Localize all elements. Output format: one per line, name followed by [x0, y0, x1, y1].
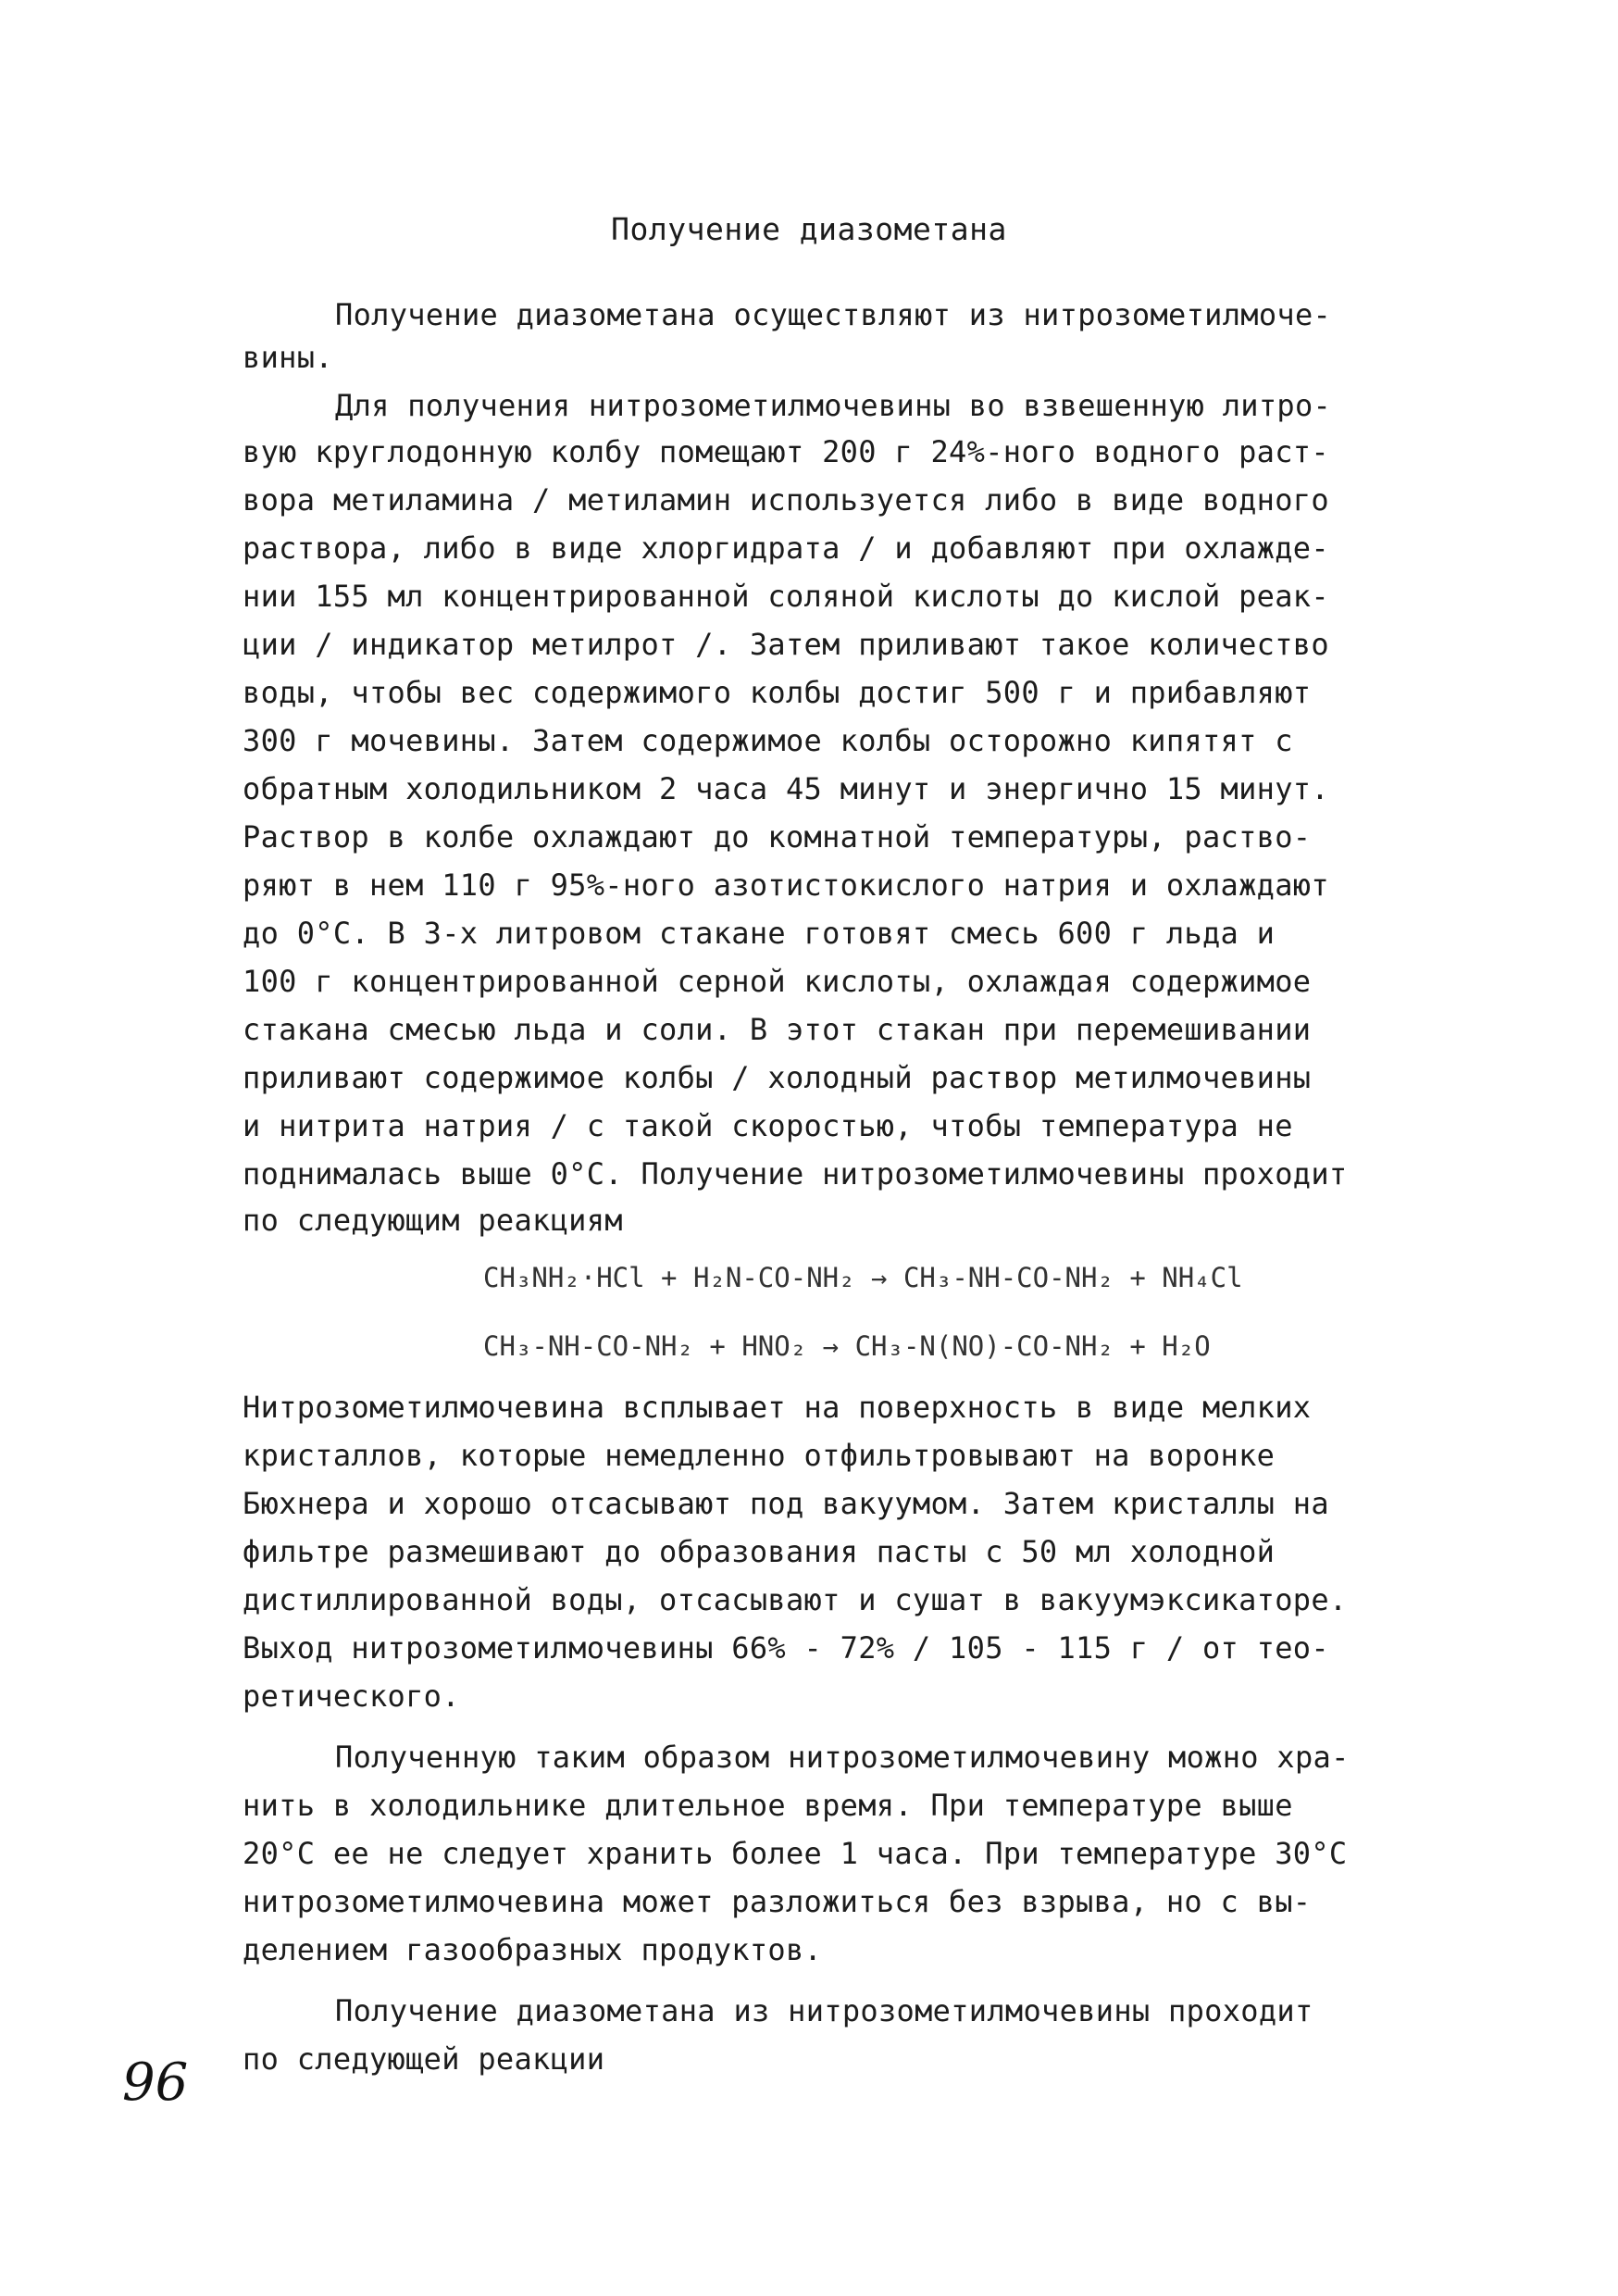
text-line: ции / индикатор метилрот /. Затем приливают такое количество — [243, 627, 1329, 662]
text-line: вора метиламина / метиламин используется либо в виде водного — [243, 482, 1329, 518]
text-line: нии 155 мл концентрированной соляной кислоты до кислой реак- — [243, 579, 1329, 614]
text-line: Раствор в колбе охлаждают до комнатной температуры, раство- — [243, 819, 1312, 855]
text-line: Получение диазометана осуществляют из нитрозометилмоче- — [335, 297, 1332, 332]
text-line: Бюхнера и хорошо отсасывают под вакуумом. Затем кристаллы на — [243, 1486, 1329, 1521]
page-number: 96 — [122, 2053, 189, 2113]
section-title: Получение диазометана — [611, 211, 1007, 247]
text-line: нить в холодильнике длительное время. При температуре выше — [243, 1788, 1293, 1823]
text-line: вины. — [243, 340, 333, 375]
reaction-1-text: CH₃NH₂·HCl + H₂N-CO-NH₂ → CH₃-NH-CO-NH₂ + NH₄Cl — [483, 1262, 1243, 1293]
text-line: Нитрозометилмочевина всплывает на поверхность в виде мелких — [243, 1390, 1312, 1425]
text-line: и нитрита натрия / с такой скоростью, чтобы температура не — [243, 1108, 1293, 1143]
text-line: обратным холодильником 2 часа 45 минут и энергично 15 минут. — [243, 771, 1329, 806]
text-line: ретического. — [243, 1678, 460, 1714]
text-line: приливают содержимое колбы / холодный раствор метилмочевины — [243, 1060, 1312, 1095]
text-line: фильтре размешивают до образования пасты с 50 мл холодной — [243, 1534, 1276, 1569]
text-line: по следующим реакциям — [243, 1203, 623, 1238]
text-line: делением газообразных продуктов. — [243, 1932, 823, 1967]
text-line: по следующей реакции — [243, 2041, 605, 2077]
text-line: стакана смесью льда и соли. В этот стакан при перемешивании — [243, 1012, 1312, 1047]
text-line: поднималась выше 0°С. Получение нитрозометилмочевины проходит — [243, 1156, 1348, 1192]
reaction-2-text: CH₃-NH-CO-NH₂ + HNO₂ → CH₃-N(NO)-CO-NH₂ + H₂O — [483, 1330, 1211, 1362]
text-line: Для получения нитрозометилмочевины во взвешенную литро- — [335, 388, 1332, 423]
text-line: 20°С ее не следует хранить более 1 часа. При температуре 30°С — [243, 1836, 1348, 1871]
text-line: 100 г концентрированной серной кислоты, охлаждая содержимое — [243, 964, 1312, 999]
reaction-equation — [483, 1261, 1243, 1294]
text-line: Получение диазометана из нитрозометилмочевины проходит — [335, 1993, 1313, 2028]
text-line: Полученную таким образом нитрозометилмочевину можно хра- — [335, 1740, 1350, 1775]
text-line: нитрозометилмочевина может разложиться без взрыва, но с вы- — [243, 1884, 1312, 1919]
text-line: воды, чтобы вес содержимого колбы достиг 500 г и прибавляют — [243, 675, 1312, 710]
text-line: 300 г мочевины. Затем содержимое колбы осторожно кипятят с — [243, 723, 1293, 758]
text-line: кристаллов, которые немедленно отфильтровывают на воронке — [243, 1438, 1276, 1473]
text-line: до 0°С. В 3-х литровом стакане готовят смесь 600 г льда и — [243, 916, 1276, 951]
reaction-equation — [483, 1329, 1211, 1363]
text-line: раствора, либо в виде хлоргидрата / и добавляют при охлажде- — [243, 530, 1329, 566]
text-line: дистиллированной воды, отсасывают и сушат в вакуумэксикаторе. — [243, 1582, 1348, 1617]
text-line: Выход нитрозометилмочевины 66% - 72% / 105 - 115 г / от тео- — [243, 1630, 1329, 1666]
text-line: вую круглодонную колбу помещают 200 г 24%-ного водного раст- — [243, 434, 1329, 469]
text-line: ряют в нем 110 г 95%-ного азотистокислого натрия и охлаждают — [243, 867, 1329, 903]
